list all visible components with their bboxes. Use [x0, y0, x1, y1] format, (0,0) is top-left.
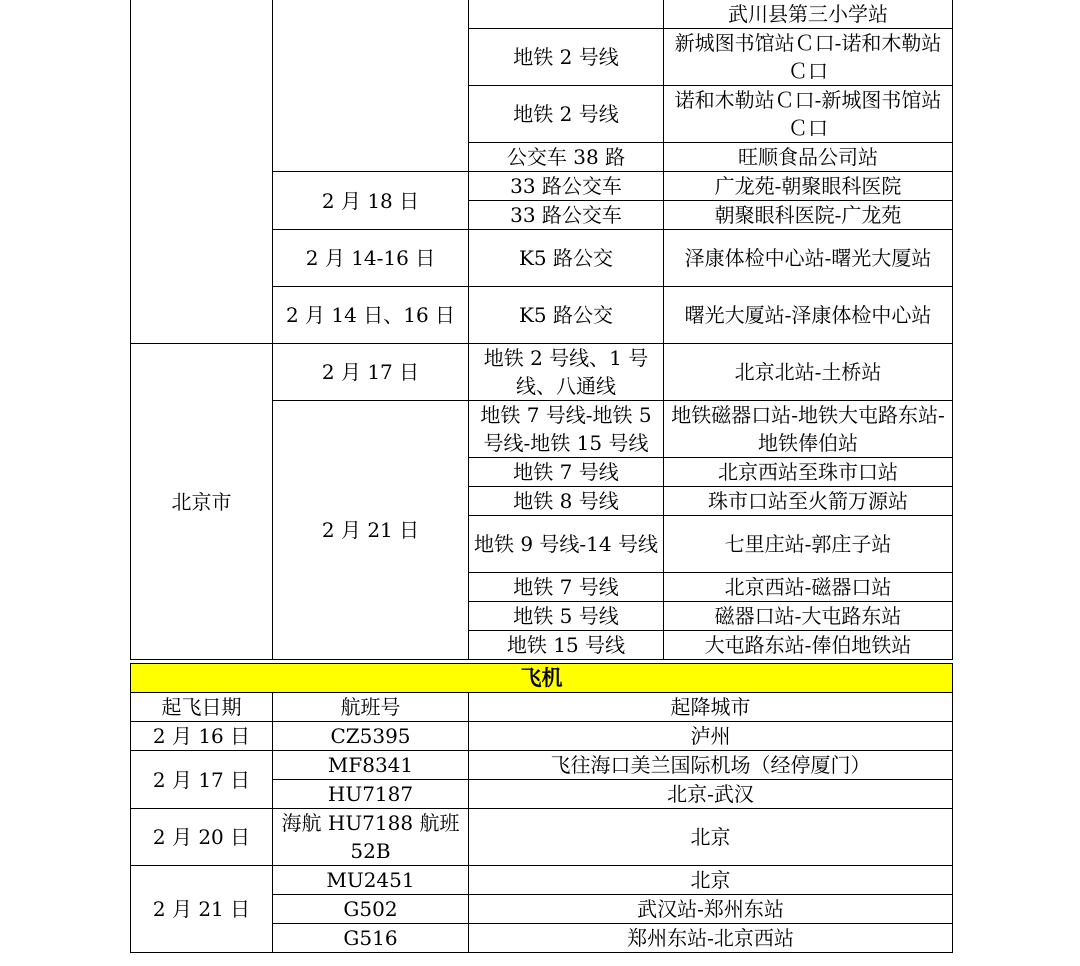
transport-cell: K5 路公交	[469, 287, 664, 344]
flight-number-cell: CZ5395	[273, 722, 469, 751]
route-cell: 北京西站-磁器口站	[664, 573, 953, 602]
transport-cell: 地铁 2 号线、1 号线、八通线	[469, 344, 664, 401]
transport-cell: 地铁 7 号线	[469, 458, 664, 487]
flight-cities-cell: 武汉站-郑州东站	[469, 895, 953, 924]
flight-cities-cell: 北京	[469, 809, 953, 866]
route-cell: 朝聚眼科医院-广龙苑	[664, 201, 953, 230]
flight-number-cell: MF8341	[273, 751, 469, 780]
transport-cell: 地铁 15 号线	[469, 631, 664, 660]
transport-cell: K5 路公交	[469, 230, 664, 287]
header-date: 起飞日期	[131, 693, 273, 722]
route-cell: 诺和木勒站Ｃ口-新城图书馆站Ｃ口	[664, 86, 953, 143]
route-cell: 泽康体检中心站-曙光大厦站	[664, 230, 953, 287]
flight-cities-cell: 泸州	[469, 722, 953, 751]
flight-date-cell: 2 月 16 日	[131, 722, 273, 751]
flight-date-cell: 2 月 17 日	[131, 751, 273, 809]
route-cell: 曙光大厦站-泽康体检中心站	[664, 287, 953, 344]
flight-number-cell: G502	[273, 895, 469, 924]
transport-cell: 地铁 2 号线	[469, 29, 664, 86]
route-cell: 珠市口站至火箭万源站	[664, 487, 953, 516]
route-cell: 北京西站至珠市口站	[664, 458, 953, 487]
route-cell: 七里庄站-郭庄子站	[664, 516, 953, 573]
date-cell: 2 月 17 日	[273, 344, 469, 401]
ground-transport-table	[130, 0, 953, 660]
date-cell: 2 月 14 日、16 日	[273, 287, 469, 344]
date-cell-empty	[273, 0, 469, 172]
transport-cell	[469, 0, 664, 29]
date-cell: 2 月 21 日	[273, 401, 469, 660]
transport-cell: 33 路公交车	[469, 201, 664, 230]
date-cell: 2 月 14-16 日	[273, 230, 469, 287]
transport-cell: 地铁 8 号线	[469, 487, 664, 516]
flight-cities-cell: 北京-武汉	[469, 780, 953, 809]
flight-cities-cell: 郑州东站-北京西站	[469, 924, 953, 953]
route-cell: 旺顺食品公司站	[664, 143, 953, 172]
route-cell: 新城图书馆站Ｃ口-诺和木勒站Ｃ口	[664, 29, 953, 86]
transport-cell: 地铁 9 号线-14 号线	[469, 516, 664, 573]
section-banner-flights: 飞机	[131, 664, 953, 693]
flight-cities-cell: 飞往海口美兰国际机场（经停厦门）	[469, 751, 953, 780]
flight-number-cell: 海航 HU7188 航班 52B	[273, 809, 469, 866]
flight-date-cell: 2 月 21 日	[131, 866, 273, 953]
route-cell: 地铁磁器口站-地铁大屯路东站-地铁俸伯站	[664, 401, 953, 458]
city-cell-empty	[131, 0, 273, 344]
transport-cell: 地铁 2 号线	[469, 86, 664, 143]
transport-cell: 33 路公交车	[469, 172, 664, 201]
route-cell: 大屯路东站-俸伯地铁站	[664, 631, 953, 660]
route-cell: 广龙苑-朝聚眼科医院	[664, 172, 953, 201]
flights-table	[130, 663, 953, 953]
header-flight: 航班号	[273, 693, 469, 722]
transport-cell: 地铁 5 号线	[469, 602, 664, 631]
transport-cell: 地铁 7 号线-地铁 5 号线-地铁 15 号线	[469, 401, 664, 458]
flight-number-cell: G516	[273, 924, 469, 953]
route-cell: 武川县第三小学站	[664, 0, 953, 29]
transport-cell: 地铁 7 号线	[469, 573, 664, 602]
flight-number-cell: MU2451	[273, 866, 469, 895]
city-cell: 北京市	[131, 344, 273, 660]
route-cell: 北京北站-土桥站	[664, 344, 953, 401]
date-cell: 2 月 18 日	[273, 172, 469, 230]
flight-cities-cell: 北京	[469, 866, 953, 895]
flight-number-cell: HU7187	[273, 780, 469, 809]
transport-cell: 公交车 38 路	[469, 143, 664, 172]
flight-date-cell: 2 月 20 日	[131, 809, 273, 866]
header-cities: 起降城市	[469, 693, 953, 722]
route-cell: 磁器口站-大屯路东站	[664, 602, 953, 631]
